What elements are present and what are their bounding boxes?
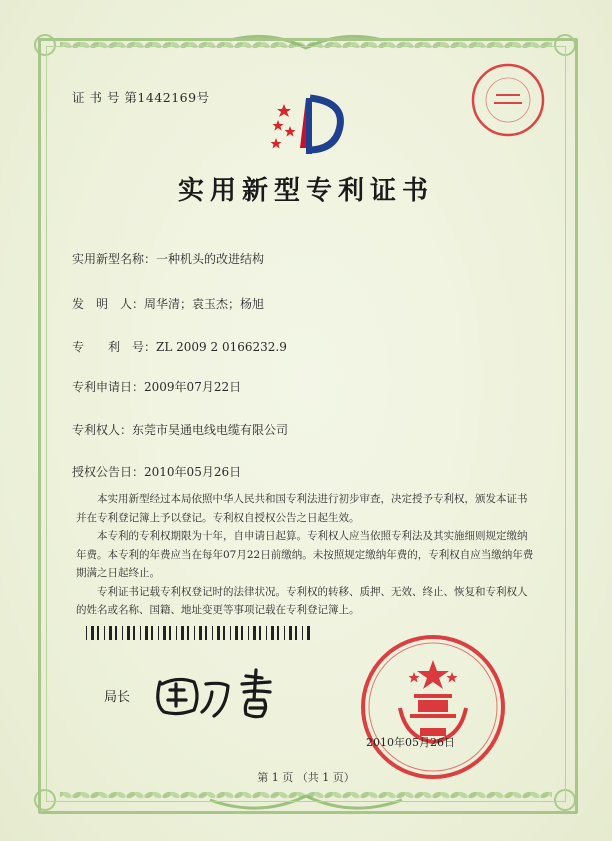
barcode-bar <box>271 626 274 640</box>
barcode-bar <box>253 626 256 640</box>
barcode-bar <box>223 626 225 640</box>
field-value: 一种机头的改进结构 <box>156 252 265 266</box>
barcode-bar <box>115 626 117 640</box>
barcode-bar <box>259 626 261 640</box>
barcode-bar <box>104 626 105 640</box>
barcode-bar <box>145 626 148 640</box>
barcode-bar <box>307 626 310 640</box>
field-label: 专利申请日： <box>72 380 145 394</box>
field-value: 东莞市昊通电线电缆有限公司 <box>132 423 289 437</box>
field-value: 周华清；袁玉杰；杨旭 <box>144 297 265 311</box>
barcode-bar <box>194 626 195 640</box>
barcode-bar <box>277 626 279 640</box>
field-label: 发 明 人： <box>72 297 145 311</box>
barcode-bar <box>284 626 285 640</box>
barcode-bar <box>187 626 189 640</box>
barcode-bar <box>230 626 231 640</box>
barcode-bar <box>217 626 220 640</box>
barcode-bar <box>97 626 99 640</box>
barcode-bar <box>163 626 166 640</box>
patent-office-emblem-icon <box>270 86 350 166</box>
barcode-bar <box>266 626 267 640</box>
barcode-bar <box>176 626 177 640</box>
barcode-bar <box>151 626 153 640</box>
field-value: 2009年07月22日 <box>144 380 242 394</box>
field-utility-model-name <box>72 250 264 267</box>
barcode-bar <box>212 626 213 640</box>
field-value: 2010年05月26日 <box>144 465 242 479</box>
barcode-bar <box>127 626 130 640</box>
agency-seal <box>470 62 546 138</box>
field-label: 授权公告日： <box>72 465 145 479</box>
barcode-bar <box>133 626 135 640</box>
barcode-bar <box>295 626 297 640</box>
barcode-bar <box>158 626 159 640</box>
barcode-bar <box>91 626 94 640</box>
barcode-bar <box>248 626 249 640</box>
barcode-bar <box>235 626 238 640</box>
field-application-date <box>72 378 241 395</box>
field-patent-number <box>72 338 287 355</box>
barcode-bar <box>181 626 184 640</box>
field-patentee <box>72 421 288 438</box>
barcode-bar <box>205 626 207 640</box>
barcode <box>86 626 310 640</box>
field-label: 专 利 号： <box>72 340 157 354</box>
director-signature <box>148 664 298 724</box>
barcode-bar <box>140 626 141 640</box>
field-value: ZL 2009 2 0166232.9 <box>156 340 287 354</box>
field-label: 实用新型名称： <box>72 252 157 266</box>
barcode-bar <box>122 626 123 640</box>
page-footer: 第 1 页 （共 1 页） <box>257 771 355 784</box>
barcode-bar <box>109 626 112 640</box>
director-label: 局长 <box>104 690 131 705</box>
paragraph-grant: 本实用新型经过本局依照中华人民共和国专利法进行初步审查，决定授予专利权，颁发本证书并在专利登记簿上予以登记。专利权自授权公告之日起生效。 <box>76 493 528 524</box>
barcode-bar <box>199 626 202 640</box>
field-inventors <box>72 295 264 312</box>
official-seal <box>358 632 508 782</box>
field-label: 专利权人： <box>72 423 133 437</box>
certificate-body <box>76 490 534 620</box>
field-announcement-date <box>72 463 241 480</box>
certificate-title: 实用新型专利证书 <box>177 176 434 206</box>
barcode-bar <box>86 626 87 640</box>
barcode-bar <box>289 626 292 640</box>
paragraph-legal-status: 专利证书记载专利权登记时的法律状况。专利权的转移、质押、无效、终止、恢复和专利权人的姓名或名称、国籍、地址变更等事项记载在专利登记簿上。 <box>76 585 528 616</box>
barcode-bar <box>169 626 171 640</box>
seal-date: 2010年05月26日 <box>366 736 455 749</box>
paragraph-term: 本专利的专利权期限为十年，自申请日起算。专利权人应当依照专利法及其实施细则规定缴纳年费。本专利的年费应当在每年07月22日前缴纳。未按照规定缴纳年费的，专利权自应当缴纳年费期满之日起终止。 <box>76 530 534 579</box>
barcode-bar <box>302 626 303 640</box>
certificate-number: 证 书 号 第1442169号 <box>72 90 210 105</box>
barcode-bar <box>241 626 243 640</box>
